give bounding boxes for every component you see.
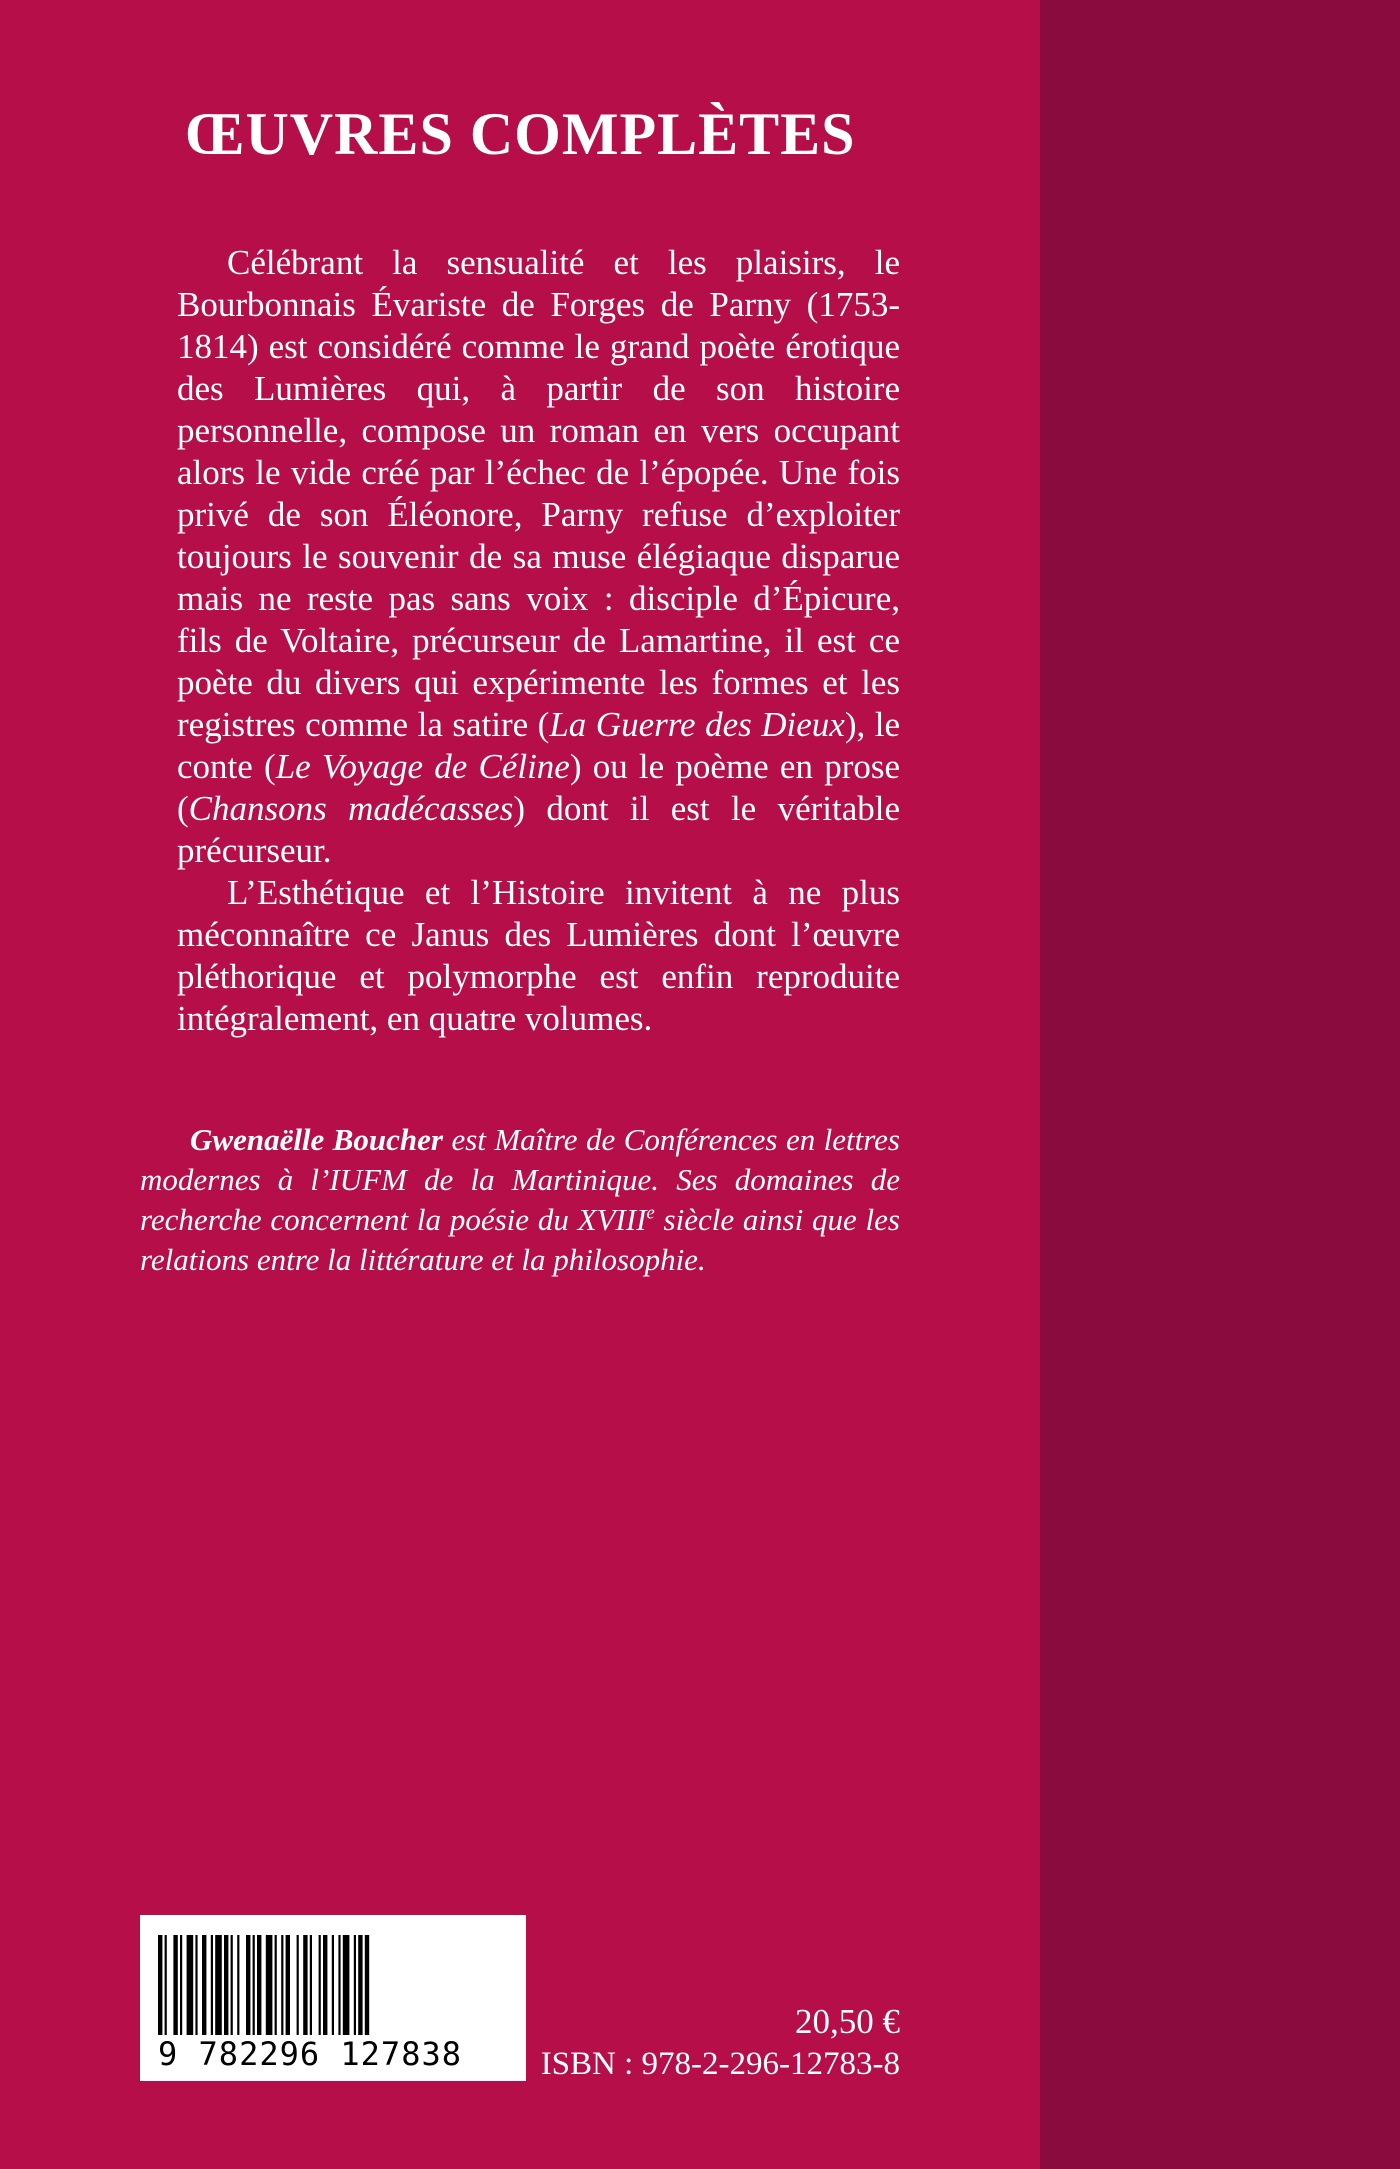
summary-paragraph-1: [177, 242, 900, 872]
summary-text-run: ), le conte (: [177, 705, 900, 786]
barcode-bar: [275, 1935, 277, 2035]
century-superscript: e: [646, 1202, 655, 1224]
summary-text-run: Célébrant la sensualité et les plaisirs, le Bourbonnais Évariste de Forges de Parny (1753-1814) est considéré comme le grand poète érotique des Lumières qui, à partir de son histoire personnelle, compose un roman en vers occupant alors le vide créé par l’échec de l’épopée. Une fois privé de son Éléonore, Parny refuse d’exploiter toujours le souvenir de sa muse élégiaque disparue mais ne reste pas sans voix : disciple d’Épicure, fils de Voltaire, précurseur de Lamartine, il est ce poète du divers qui expérimente les formes et les registres comme la satire (: [177, 243, 900, 744]
work-title-chansons: Chansons madécasses: [188, 789, 514, 828]
work-title-guerre: La Guerre des Dieux: [549, 705, 845, 744]
barcode-bar: [319, 1935, 321, 2035]
barcode-bar: [310, 1935, 312, 2035]
barcode-bar: [187, 1935, 194, 2035]
summary-paragraph-2: L’Esthétique et l’Histoire invitent à ne plus méconnaître ce Janus des Lumières dont l’œuvre pléthorique et polymorphe est enfin reproduite intégralement, en quatre volumes.: [177, 873, 900, 1038]
barcode-bar: [237, 1935, 239, 2035]
barcode-bar: [303, 1935, 307, 2035]
barcode-bar: [165, 1935, 167, 2035]
barcode-bar: [286, 1935, 290, 2035]
barcode-bar: [195, 1935, 197, 2035]
author-name: Gwenaëlle Boucher: [190, 1122, 443, 1157]
barcode-bar: [297, 1935, 299, 2035]
summary-text: [177, 242, 900, 1040]
barcode-bar: [358, 1935, 362, 2035]
barcode-bar: [202, 1935, 206, 2035]
barcode-bar: [173, 1935, 177, 2035]
barcode-bar: [257, 1935, 261, 2035]
barcode-bar: [211, 1935, 213, 2035]
isbn: ISBN : 978-2-296-12783-8: [540, 2046, 900, 2082]
barcode-bar: [253, 1935, 255, 2035]
book-title: ŒUVRES COMPLÈTES: [184, 101, 856, 167]
author-bio-run: siècle ainsi que les relations entre la littérature et la philosophie.: [140, 1202, 900, 1277]
summary-text-run: ) ou le poème en prose (: [177, 747, 901, 828]
summary-text-run: ) dont il est le véritable précurseur.: [177, 789, 900, 870]
barcode-bar: [323, 1935, 327, 2035]
barcode-bar: [332, 1935, 334, 2035]
barcode-bar: [343, 1935, 350, 2035]
barcode-bar: [246, 1935, 250, 2035]
spine-band: [1040, 0, 1400, 2169]
price: 20,50 €: [795, 2002, 900, 2041]
barcode-bars: [158, 1935, 498, 2035]
barcode-bar: [158, 1935, 162, 2035]
barcode-bar: [180, 1935, 182, 2035]
barcode-bar: [365, 1935, 369, 2035]
barcode-bar: [338, 1935, 340, 2035]
author-bio-run: est Maître de Conférences en lettres modernes à l’IUFM de la Martinique. Ses domaines de recherche concernent la poésie du XVIII: [140, 1122, 900, 1237]
author-bio: [140, 1120, 900, 1280]
barcode-bar: [354, 1935, 356, 2035]
work-title-voyage: Le Voyage de Céline: [275, 747, 570, 786]
author-bio-paragraph: [140, 1120, 900, 1280]
barcode-bar: [266, 1935, 273, 2035]
barcode-bar: [231, 1935, 233, 2035]
barcode-bar: [215, 1935, 222, 2035]
barcode-digits: 9 782296 127838: [158, 2035, 462, 2073]
barcode-bar: [224, 1935, 228, 2035]
barcode: [140, 1915, 526, 2081]
barcode-bar: [281, 1935, 283, 2035]
